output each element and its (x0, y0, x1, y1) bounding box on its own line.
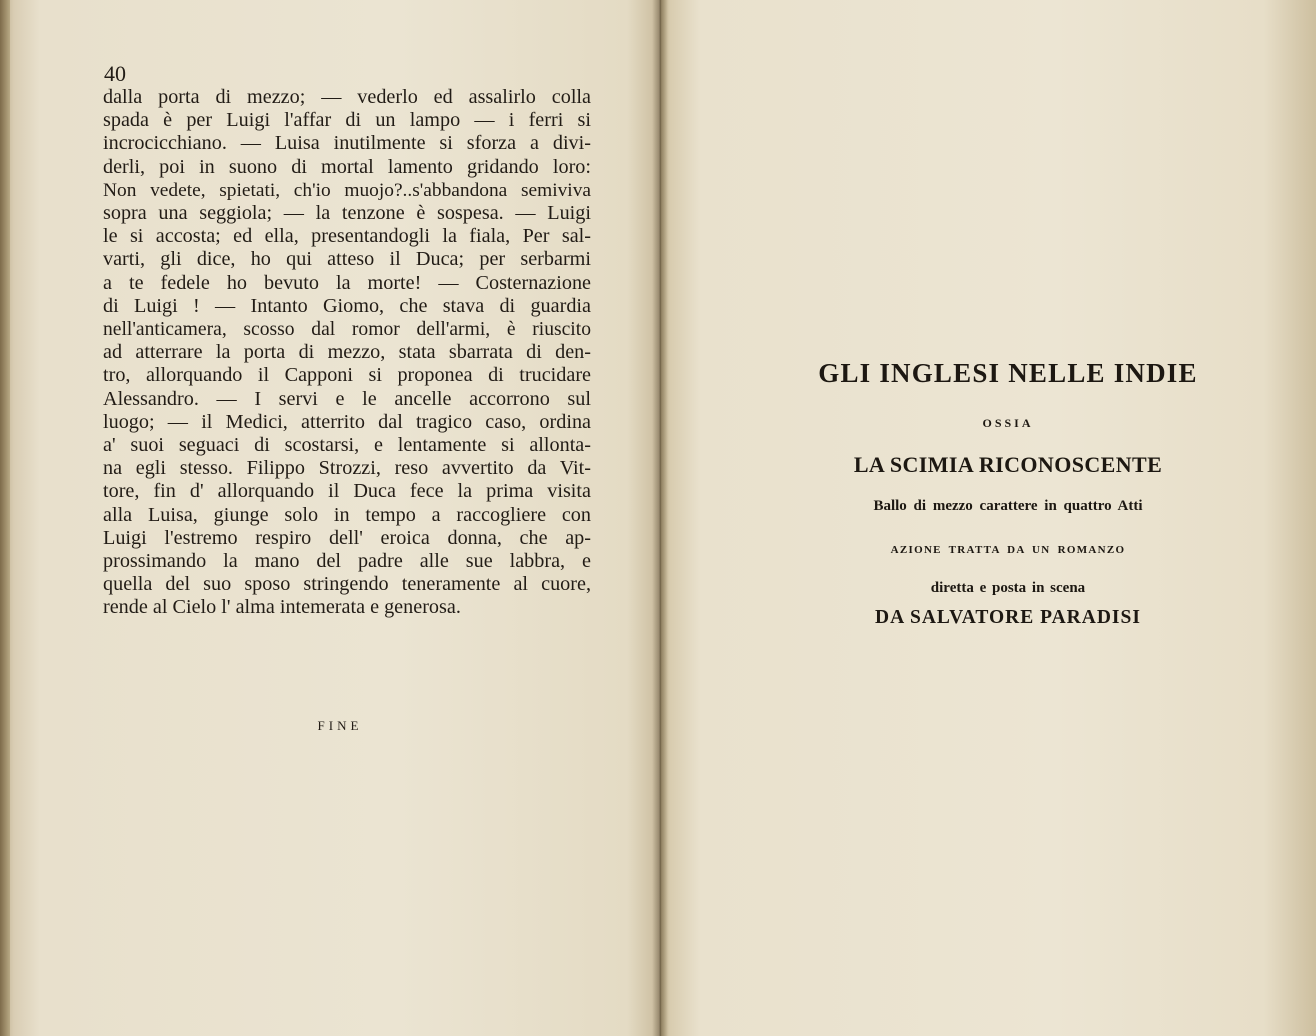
text-line: a te fedele ho bevuto la morte! — Costernazione (103, 271, 591, 294)
end-mark: FINE (317, 718, 363, 733)
text-line: quella del suo sposo stringendo teneramente al cuore, (103, 573, 591, 596)
text-line: Alessandro. — I servi e le ancelle accorrono sul (103, 387, 591, 410)
text-line: a' suoi seguaci di scostarsi, e lentamente si allonta- (103, 434, 591, 457)
text-line: ad atterrare la porta di mezzo, stata sbarrata di den- (103, 341, 591, 364)
page-number: 40 (104, 61, 126, 86)
ossia-label: OSSIA (982, 416, 1034, 430)
source-line: AZIONE TRATTA DA UN ROMANZO (890, 544, 1126, 556)
text-line: nell'anticamera, scosso dal romor dell'armi, è riuscito (103, 319, 591, 341)
text-line: prossimando la mano del padre alle sue labbra, e (103, 550, 591, 573)
text-line: Non vedete, spietati, ch'io muojo?..s'abbandona semiviva (103, 179, 591, 201)
author-line: DA SALVATORE PARADISI (875, 607, 1141, 628)
play-subtitle: LA SCIMIA RICONOSCENTE (853, 452, 1163, 477)
direction-line: diretta e posta in scena (930, 580, 1086, 596)
text-line: luogo; — il Medici, atterrito dal tragico caso, ordina (103, 410, 591, 433)
text-line: le si accosta; ed ella, presentandogli la fiala, Per sal- (103, 225, 591, 248)
body-text (103, 86, 591, 620)
text-line: Luigi l'estremo respiro dell' eroica donna, che ap- (103, 526, 591, 549)
text-line: tro, allorquando il Capponi si proponea di trucidare (103, 364, 591, 387)
text-line: incrocicchiano. — Luisa inutilmente si sforza a divi- (103, 132, 591, 155)
genre-line: Ballo di mezzo carattere in quattro Atti (873, 498, 1143, 514)
text-line: spada è per Luigi l'affar di un lampo — i ferri si (103, 109, 591, 132)
text-line: derli, poi in suono di mortal lamento gridando loro: (103, 155, 591, 178)
text-line: alla Luisa, giunge solo in tempo a raccogliere con (103, 503, 591, 526)
text-line: na egli stesso. Filippo Strozzi, reso avvertito da Vit- (103, 457, 591, 480)
right-page (660, 0, 1316, 1036)
text-line: di Luigi ! — Intanto Giomo, che stava di guardia (103, 294, 591, 317)
text-line: varti, gli dice, ho qui atteso il Duca; per serbarmi (103, 248, 591, 271)
text-line: tore, fin d' allorquando il Duca fece la prima visita (103, 480, 591, 503)
play-title: GLI INGLESI NELLE INDIE (818, 358, 1198, 388)
text-line: dalla porta di mezzo; — vederlo ed assalirlo colla (103, 86, 591, 108)
text-line: rende al Cielo l' alma intemerata e generosa. (103, 596, 461, 619)
book-gutter (652, 0, 668, 1036)
book-edge (0, 0, 10, 1036)
text-line: sopra una seggiola; — la tenzone è sospesa. — Luigi (103, 202, 591, 225)
